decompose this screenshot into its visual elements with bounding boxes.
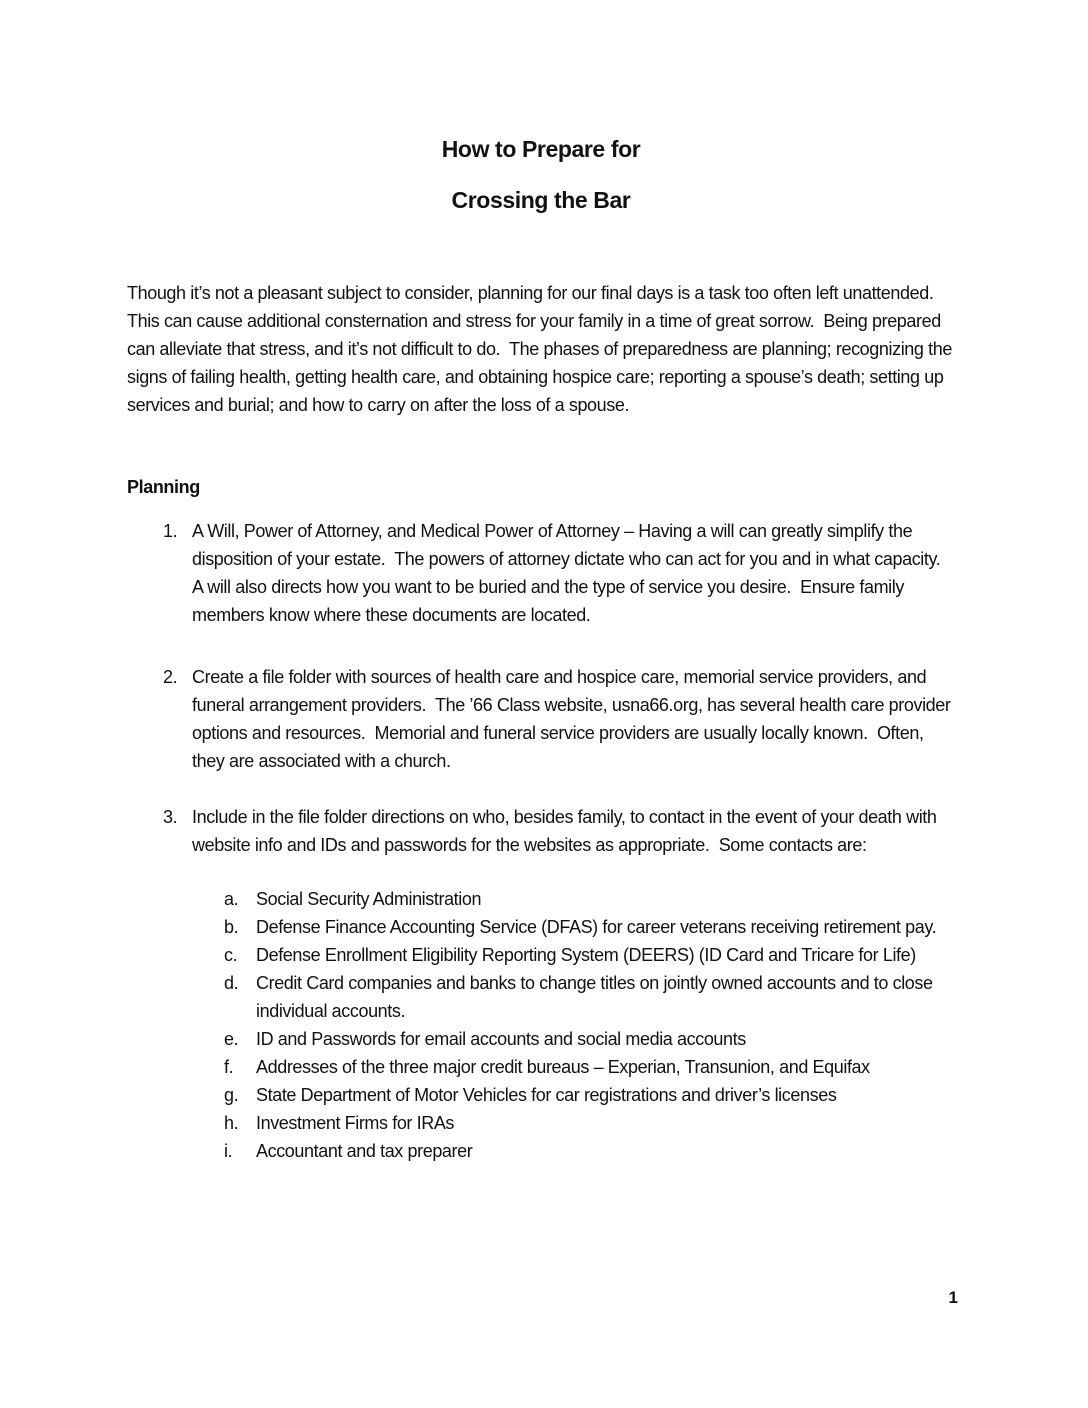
lettered-item-h [127, 1109, 955, 1137]
lettered-item-i-marker: i. [224, 1141, 233, 1161]
lettered-item-c-marker: c. [224, 945, 238, 965]
lettered-item-d-text: Credit Card companies and banks to change titles on jointly owned accounts and to close individual accounts. [256, 973, 938, 1021]
lettered-item-g-text: State Department of Motor Vehicles for car registrations and driver’s licenses [256, 1085, 837, 1105]
lettered-item-b [127, 913, 955, 941]
lettered-item-f-marker: f. [224, 1057, 234, 1077]
numbered-item-3 [127, 803, 955, 859]
numbered-item-1-text: A Will, Power of Attorney, and Medical Power of Attorney – Having a will can greatly simplify the disposition of your estate. The powers of attorney dictate who can act for you and in what capacity. A will also directs how you want to be buried and the type of service you desire. Ensure family members know where these documents are located. [192, 521, 949, 625]
lettered-item-b-text: Defense Finance Accounting Service (DFAS) for career veterans receiving retirement pay. [256, 917, 937, 937]
lettered-item-e-text: ID and Passwords for email accounts and social media accounts [256, 1029, 746, 1049]
lettered-item-g [127, 1081, 955, 1109]
lettered-item-h-text: Investment Firms for IRAs [256, 1113, 455, 1133]
lettered-item-f-text: Addresses of the three major credit bureaus – Experian, Transunion, and Equifax [256, 1057, 870, 1077]
intro-paragraph: Though it’s not a pleasant subject to consider, planning for our final days is a task too often left unattended. This can cause additional consternation and stress for your family in a time of great sorrow. Being prepared can alleviate that stress, and it’s not difficult to do. The phases of preparedness are planning; recognizing the signs of failing health, getting health care, and obtaining hospice care; reporting a spouse’s death; setting up services and burial; and how to carry on after the loss of a spouse. [127, 283, 957, 415]
lettered-item-c [127, 941, 955, 969]
section-heading-planning: Planning [127, 477, 200, 497]
lettered-item-g-marker: g. [224, 1085, 239, 1105]
lettered-item-d [127, 969, 955, 1025]
lettered-item-i-text: Accountant and tax preparer [256, 1141, 473, 1161]
lettered-item-f [127, 1053, 955, 1081]
lettered-item-a-marker: a. [224, 889, 239, 909]
lettered-item-i [127, 1137, 955, 1165]
lettered-item-a [127, 885, 955, 913]
lettered-item-e-marker: e. [224, 1029, 239, 1049]
numbered-item-3-marker: 3. [163, 807, 178, 827]
numbered-item-3-text: Include in the file folder directions on who, besides family, to contact in the event of your death with website info and IDs and passwords for the websites as appropriate. Some contacts are: [192, 807, 942, 855]
document-title-line-2: Crossing the Bar [451, 187, 631, 213]
numbered-item-2 [127, 663, 955, 775]
lettered-item-h-marker: h. [224, 1113, 239, 1133]
lettered-item-a-text: Social Security Administration [256, 889, 482, 909]
document-title-line-1: How to Prepare for [441, 136, 641, 162]
numbered-item-2-marker: 2. [163, 667, 178, 687]
lettered-item-c-text: Defense Enrollment Eligibility Reporting System (DEERS) (ID Card and Tricare for Life) [256, 945, 916, 965]
page-number: 1 [948, 1288, 958, 1307]
lettered-item-b-marker: b. [224, 917, 239, 937]
numbered-item-2-text: Create a file folder with sources of health care and hospice care, memorial service providers, and funeral arrangement providers. The ’66 Class website, usna66.org, has several health care provider options and resources. Memorial and funeral service providers are usually locally known. Often, they are associated with a church. [192, 667, 956, 771]
numbered-item-1 [127, 517, 955, 629]
lettered-item-e [127, 1025, 955, 1053]
lettered-list [127, 885, 955, 1165]
numbered-item-1-marker: 1. [163, 521, 178, 541]
lettered-item-d-marker: d. [224, 973, 239, 993]
